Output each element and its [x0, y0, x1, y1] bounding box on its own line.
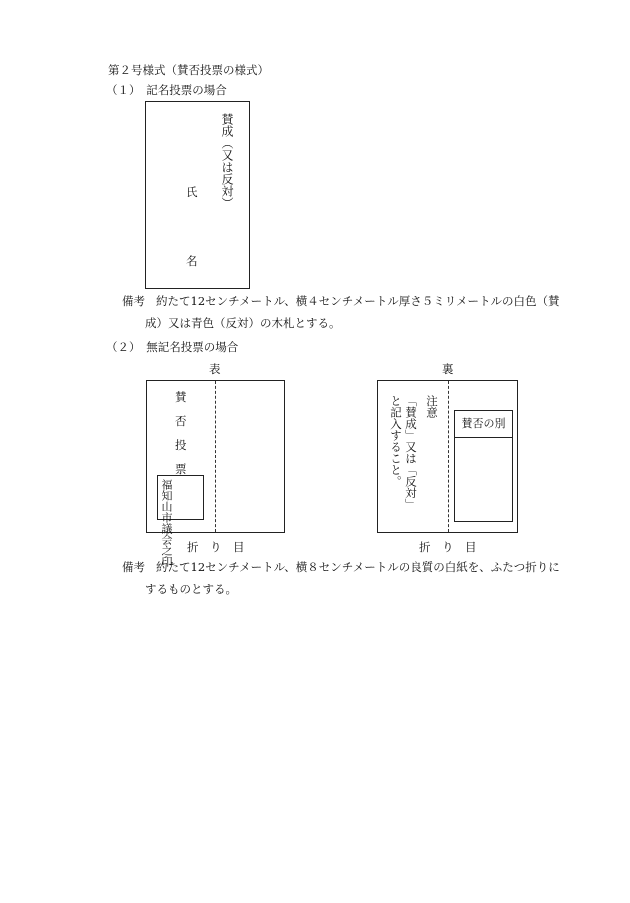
assembly-seal — [157, 475, 204, 567]
remark1-line2: 成）又は青色（反対）の木札とする。 — [145, 316, 341, 330]
section2-label: （２） 無記名投票の場合 — [106, 340, 239, 354]
note-line1: 「賛成」又は「反対」 — [404, 395, 418, 510]
seal-text: 福知山市議会之印 — [160, 479, 173, 567]
section1-label: （１） 記名投票の場合 — [106, 83, 227, 97]
form-title: 第２号様式（賛否投票の様式） — [108, 63, 269, 77]
front-fold-label: 折 り 目 — [187, 540, 245, 554]
back-fold-line — [448, 381, 449, 532]
back-caption: 裏 — [442, 362, 454, 376]
vote-text: 賛成（又は反対） — [220, 113, 234, 209]
name-char-1: 氏 — [186, 185, 198, 199]
front-char-4: 票 — [175, 462, 187, 476]
remark2-line2: するものとする。 — [145, 582, 237, 596]
vote-choice-box — [454, 410, 513, 522]
note-title: 注意 — [425, 395, 439, 418]
unsigned-ballot-back — [377, 380, 518, 533]
front-caption: 表 — [209, 362, 221, 376]
front-char-2: 否 — [175, 414, 187, 428]
remark2-label: 備考 — [122, 560, 145, 574]
signed-ballot-card — [145, 101, 250, 289]
vote-choice-label: 賛否の別 — [455, 411, 512, 438]
remark1-label: 備考 — [122, 294, 145, 308]
front-fold-line — [215, 381, 216, 532]
remark1-line1: 約たて12センチメートル、横４センチメートル厚さ５ミリメートルの白色（賛 — [156, 294, 560, 308]
name-char-2: 名 — [186, 254, 198, 268]
front-char-1: 賛 — [175, 390, 187, 404]
note-line2: と記入すること。 — [389, 395, 403, 487]
back-fold-label: 折 り 目 — [419, 540, 477, 554]
remark2-line1: 約たて12センチメートル、横８センチメートルの良質の白紙を、ふたつ折りに — [156, 560, 560, 574]
front-char-3: 投 — [175, 438, 187, 452]
